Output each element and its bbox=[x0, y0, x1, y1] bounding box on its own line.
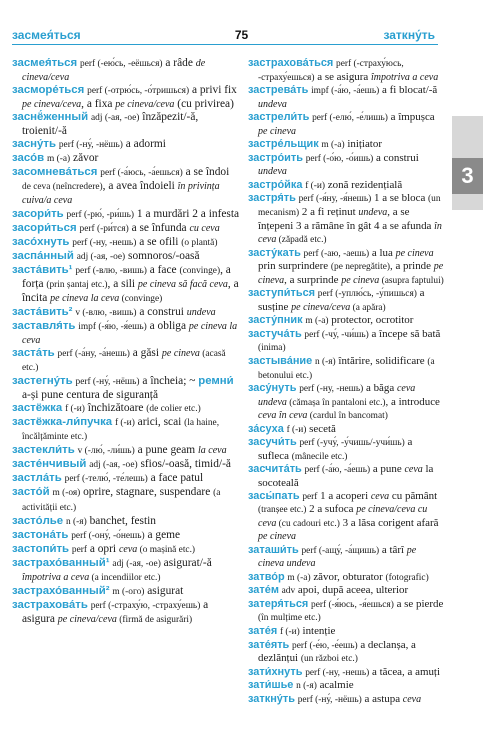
dictionary-entry bbox=[12, 402, 240, 416]
grammar-note: perf (-ону́, -о́нешь) bbox=[71, 530, 145, 541]
grammar-note: (cardul în bancomat) bbox=[307, 411, 388, 422]
usage-note: pe cineva/ceva bbox=[115, 99, 175, 111]
grammar-note: v (-лю́, -ли́шь) bbox=[77, 446, 135, 457]
translation-text: oprire, stagnare, suspendare bbox=[80, 486, 214, 499]
translation-text: a se ofili bbox=[136, 235, 182, 248]
translation-text: 1 a acoperi bbox=[317, 489, 371, 502]
usage-note: pe cineva la ceva bbox=[50, 292, 120, 304]
grammar-note: (a incendiilor etc.) bbox=[89, 572, 161, 583]
entry-headword: зати́шье bbox=[248, 679, 294, 692]
translation-text: a lua bbox=[369, 246, 396, 259]
dictionary-entry bbox=[12, 320, 240, 347]
translation-text: arici, scai bbox=[134, 416, 185, 429]
translation-text: banchet, festin bbox=[86, 514, 157, 527]
grammar-note: (un război etc.) bbox=[300, 654, 358, 665]
translation-text: a tăcea, a amuți bbox=[369, 665, 440, 678]
translation-text: protector, ocrotitor bbox=[328, 314, 414, 327]
translation-text: secetă bbox=[306, 422, 336, 435]
grammar-note: f (-и) bbox=[305, 180, 326, 191]
translation-text: zăvor, obturator bbox=[310, 570, 386, 583]
grammar-note: perf (-ну, -нешь) bbox=[299, 384, 364, 395]
usage-note: pe cineva la ceva bbox=[22, 320, 238, 346]
entry-headword: застрева́ть bbox=[248, 84, 309, 97]
grammar-note: perf (-ащу́, -а́щишь) bbox=[301, 545, 380, 556]
entry-headword: затво́р bbox=[248, 570, 285, 583]
usage-note: cu ceva bbox=[189, 222, 220, 234]
translation-text: a susține bbox=[258, 287, 425, 313]
dictionary-entry bbox=[12, 515, 240, 529]
entry-headword: засори́ть bbox=[12, 207, 64, 220]
dictionary-entry bbox=[248, 152, 444, 179]
grammar-note: (mânecile etc.) bbox=[291, 451, 348, 462]
grammar-note: perf (-аю, -аешь) bbox=[303, 248, 370, 259]
translation-text: , a forța bbox=[22, 263, 231, 290]
grammar-note: adv bbox=[281, 586, 296, 597]
entry-headword: застона́ть bbox=[12, 528, 69, 541]
usage-note: pe cineva bbox=[258, 125, 297, 137]
entry-headword: зате́ять bbox=[248, 638, 290, 651]
dictionary-entry bbox=[248, 423, 444, 437]
entry-headword: застрахова́ть bbox=[12, 598, 88, 611]
entry-headword: застря́ть bbox=[248, 192, 296, 205]
grammar-note: perf (-е́ю, -е́ешь) bbox=[292, 640, 358, 651]
entry-headword: застрахо́ванный¹ bbox=[12, 556, 110, 569]
entry-headword: зати́хнуть bbox=[248, 665, 303, 678]
dictionary-entry bbox=[12, 375, 240, 402]
dictionary-entry bbox=[248, 490, 444, 544]
translation-text: închizătoare bbox=[84, 402, 147, 415]
usage-note: undeva bbox=[258, 98, 287, 110]
translation-text: a pune geam bbox=[134, 444, 198, 457]
grammar-note: perf (-чу́, -чи́шь) bbox=[304, 329, 369, 340]
grammar-note: m (-оя) bbox=[52, 488, 81, 499]
entry-headword: засу́нуть bbox=[248, 382, 297, 395]
grammar-note: impf (-я́ю, -я́ешь) bbox=[78, 321, 147, 332]
translation-text: a astupa bbox=[361, 692, 403, 705]
entry-headword: застрели́ть bbox=[248, 111, 310, 124]
entry-headword: застла́ть bbox=[12, 472, 62, 485]
grammar-note: perf bbox=[302, 491, 318, 502]
grammar-note: perf (-ну, -нешь) bbox=[72, 237, 137, 248]
entry-headword: засморе́ться bbox=[12, 84, 85, 97]
dictionary-entry bbox=[12, 222, 240, 236]
dictionary-entry bbox=[248, 179, 444, 193]
translation-text: , a se înțepeni 3 a rămâne în gât 4 a se afunda bbox=[258, 206, 435, 232]
entry-headword: засто́лье bbox=[12, 514, 64, 527]
translation-text: 1 a se bloca bbox=[371, 192, 429, 205]
entry-headword: застегну́ть bbox=[12, 375, 73, 388]
grammar-note: (un mecanism) bbox=[258, 194, 441, 219]
entry-headword: затеря́ться bbox=[248, 597, 309, 610]
translation-text: , a sili bbox=[107, 277, 138, 290]
dictionary-entry bbox=[12, 152, 240, 166]
grammar-note: (fotografic) bbox=[385, 572, 429, 583]
usage-note: pe cineva bbox=[258, 531, 297, 543]
grammar-note: f (-и) bbox=[65, 404, 85, 415]
section-tab-number: 3 bbox=[452, 158, 483, 194]
translation-text: acalmie bbox=[316, 679, 354, 692]
usage-note: pe cineva bbox=[161, 347, 200, 359]
grammar-note: adj (-ая, -ое) bbox=[91, 113, 140, 124]
usage-note: împotriva a ceva bbox=[371, 71, 439, 83]
grammar-note: perf (-отрю́сь, -о́тришься) bbox=[87, 86, 190, 97]
dictionary-entry bbox=[12, 486, 240, 514]
grammar-note: perf (-ну́, -нёшь) bbox=[297, 694, 362, 705]
grammar-note: n (-я) bbox=[66, 516, 87, 527]
grammar-note: (acasă etc.) bbox=[22, 348, 226, 374]
grammar-note: perf (-ну, -нешь) bbox=[305, 667, 370, 678]
usage-note: ceva undeva bbox=[258, 383, 416, 408]
usage-note: ceva bbox=[402, 693, 422, 705]
entry-headword: заступи́ться bbox=[248, 287, 316, 300]
dictionary-entry bbox=[248, 247, 444, 288]
grammar-note: perf (-влю, -вишь) bbox=[75, 265, 147, 276]
translation-text: a opri bbox=[86, 542, 119, 555]
grammar-note: perf (-страху́юсь, -страху́ешься) bbox=[258, 59, 404, 83]
entry-headword: засори́ться bbox=[12, 221, 77, 234]
usage-note: pe cineva/ceva bbox=[57, 613, 117, 625]
dictionary-entry bbox=[12, 543, 240, 557]
entry-headword: застопи́ть bbox=[12, 542, 70, 555]
dictionary-entry bbox=[248, 693, 444, 707]
page-number: 75 bbox=[234, 28, 249, 42]
translation-text: asigurat/-ă bbox=[160, 556, 212, 569]
grammar-note: (o plantă) bbox=[181, 237, 218, 248]
grammar-note: (tranșee etc.) bbox=[258, 505, 307, 516]
translation-text: 3 a lăsa corigent afară bbox=[339, 516, 439, 529]
dictionary-entry bbox=[12, 557, 240, 585]
usage-note: pe cineva să facă ceva bbox=[137, 278, 228, 290]
dictionary-entry bbox=[248, 584, 444, 598]
entry-headword: засо́хнуть bbox=[12, 235, 70, 248]
translation-text: , a încita bbox=[22, 277, 239, 304]
dictionary-entry bbox=[248, 679, 444, 693]
dictionary-entry bbox=[248, 571, 444, 585]
translation-text: a începe să bată bbox=[368, 327, 441, 340]
dictionary-entry bbox=[248, 639, 444, 666]
translation-text: a se asigura bbox=[314, 70, 371, 83]
dictionary-entry bbox=[12, 306, 240, 320]
entry-headword: засучи́ть bbox=[248, 436, 297, 449]
grammar-note: perf (-я́юсь, -я́ешься) bbox=[311, 599, 394, 610]
grammar-note: perf (-а́юсь, -а́ешься) bbox=[100, 168, 183, 179]
translation-text: sfios/-oasă, timid/-ă bbox=[137, 458, 231, 471]
dictionary-entry bbox=[12, 236, 240, 250]
dictionary-entry bbox=[248, 463, 444, 489]
dictionary-entry bbox=[248, 84, 444, 111]
dictionary-entry bbox=[12, 84, 240, 111]
translation-text: , a prinde bbox=[390, 260, 434, 273]
grammar-note: adj (-ая, -ое) bbox=[89, 460, 138, 471]
grammar-note: adj (-ая, -ое) bbox=[112, 558, 161, 569]
entry-headword: застро́ить bbox=[248, 151, 303, 164]
translation-text: inițiator bbox=[344, 138, 382, 151]
usage-note: undeva bbox=[186, 306, 216, 318]
entry-headword: застёжка bbox=[12, 402, 63, 415]
translation-text: zonă rezidențială bbox=[325, 178, 403, 191]
grammar-note: (a betonului etc.) bbox=[258, 357, 435, 381]
dictionary-entry bbox=[248, 382, 444, 423]
usage-note: ceva bbox=[118, 543, 138, 555]
grammar-note: (zăpadă etc.) bbox=[276, 235, 327, 246]
grammar-note: m (-ого) bbox=[112, 586, 145, 597]
grammar-note: perf (-я́ну, -я́нешь) bbox=[298, 194, 372, 205]
grammar-note: (o mașină etc.) bbox=[137, 544, 196, 555]
dictionary-entry bbox=[12, 585, 240, 599]
dictionary-entry bbox=[248, 625, 444, 639]
entry-headword: застекли́ть bbox=[12, 444, 75, 457]
header-rule bbox=[12, 44, 438, 45]
entry-headword: засомнева́ться bbox=[12, 166, 98, 179]
usage-note: pe cineva bbox=[395, 247, 434, 259]
translation-text: asigurat bbox=[144, 584, 184, 597]
translation-text: 2 a sufoca bbox=[306, 503, 357, 516]
grammar-note: perf (-страху́ю, -страху́ешь) bbox=[90, 600, 201, 611]
translation-text: a se pierde bbox=[393, 597, 444, 610]
translation-text: a construi bbox=[373, 151, 419, 164]
translation-text: a împușca bbox=[387, 111, 435, 124]
dictionary-entry bbox=[248, 138, 444, 152]
usage-note: pe cineva/ceva cu ceva bbox=[258, 504, 428, 529]
entry-headword: застро́йка bbox=[248, 178, 303, 191]
translation-text: cu pământ bbox=[389, 489, 438, 502]
entry-headword: за́суха bbox=[248, 422, 284, 435]
dictionary-entry bbox=[248, 314, 444, 328]
entry-headword: застрахова́ться bbox=[248, 57, 334, 69]
usage-note: pe cineva undeva bbox=[258, 544, 417, 570]
dictionary-entry bbox=[12, 458, 240, 472]
usage-note: pe cineva/ceva bbox=[291, 301, 351, 313]
translation-text: zăvor bbox=[70, 152, 99, 165]
grammar-note: impf (-а́ю, -а́ешь) bbox=[311, 86, 380, 97]
dictionary-entry bbox=[248, 544, 444, 571]
dictionary-entry bbox=[12, 599, 240, 627]
dictionary-entry bbox=[248, 287, 444, 314]
translation-text: a sufleca bbox=[258, 436, 413, 462]
usage-note: ceva bbox=[404, 464, 423, 476]
right-column bbox=[248, 57, 444, 706]
dictionary-entry bbox=[12, 250, 240, 264]
grammar-note: perf (-елю́, -е́лишь) bbox=[312, 113, 388, 124]
translation-text: întărire, solidificare bbox=[335, 355, 428, 368]
entry-headword: засну́ть bbox=[12, 138, 56, 151]
usage-note: ceva în ceva bbox=[258, 410, 308, 422]
usage-note: de cineva/ceva bbox=[22, 58, 206, 84]
grammar-note: (firmă de asigurări) bbox=[116, 614, 193, 625]
grammar-note: perf (-о́ю, -о́ишь) bbox=[305, 153, 374, 164]
translation-text: a se înfunda bbox=[128, 221, 190, 234]
dictionary-entry bbox=[12, 166, 240, 207]
usage-note: ceva bbox=[370, 490, 390, 502]
dictionary-entry bbox=[248, 666, 444, 680]
usage-note: pe cineva bbox=[258, 261, 444, 286]
translation-text: la socoteală bbox=[258, 463, 434, 489]
translation-text: a-și pune centura de siguranță bbox=[22, 389, 158, 402]
usage-note: în privința cuiva/a ceva bbox=[22, 181, 220, 207]
grammar-note: f (-и) bbox=[286, 424, 307, 435]
usage-note: pe cineva/ceva bbox=[22, 99, 82, 111]
entry-headword: засту́пник bbox=[248, 314, 303, 327]
entry-headword: засмея́ться bbox=[12, 57, 78, 69]
usage-note: în ceva bbox=[258, 220, 442, 246]
translation-text: , a introduce bbox=[385, 395, 440, 408]
grammar-note: perf (-учу́, -у́чишь/-учи́шь) bbox=[299, 438, 405, 449]
dictionary-entry bbox=[12, 529, 240, 543]
grammar-note: (convinge) bbox=[119, 293, 163, 304]
usage-note: împotriva a ceva bbox=[22, 571, 90, 583]
grammar-note: m (-а) bbox=[47, 154, 71, 165]
grammar-note: (cu cadouri etc.) bbox=[276, 518, 340, 529]
grammar-note: n (-я) bbox=[296, 681, 317, 692]
dictionary-entry bbox=[12, 138, 240, 152]
left-column bbox=[12, 57, 240, 627]
translation-text: a fi blocat/-ă bbox=[379, 84, 438, 97]
grammar-note: perf (-ри́тся) bbox=[79, 223, 129, 234]
grammar-note: (în mulțime etc.) bbox=[258, 613, 321, 624]
entry-headword: заткну́ть bbox=[248, 692, 295, 705]
dictionary-entry bbox=[12, 264, 240, 306]
dictionary-entry bbox=[248, 328, 444, 355]
grammar-note: f (-и) bbox=[114, 418, 135, 429]
dictionary-entry bbox=[248, 436, 444, 463]
entry-headword: заспа́нный bbox=[12, 249, 74, 262]
entry-headword: заставля́ть bbox=[12, 319, 76, 332]
entry-headword: зате́м bbox=[248, 584, 279, 597]
entry-headword: засы́пать bbox=[248, 489, 300, 502]
translation-text: a găsi bbox=[129, 346, 162, 359]
usage-note: undeva bbox=[358, 207, 388, 219]
dictionary-entry bbox=[12, 472, 240, 486]
dictionary-entry bbox=[12, 57, 240, 84]
entry-headword: заста́вить² bbox=[12, 305, 73, 318]
grammar-note: (cămașa în pantaloni etc.) bbox=[286, 397, 386, 408]
grammar-note: f (-и) bbox=[279, 626, 300, 637]
usage-note: pe cineva bbox=[341, 274, 380, 286]
translation-text: , a surprinde bbox=[284, 273, 342, 286]
entry-headword: засто́й bbox=[12, 486, 50, 499]
entry-headword: застёжка-ли́пучка bbox=[12, 416, 113, 429]
grammar-note: de ceva (neîncredere) bbox=[22, 182, 103, 193]
translation-text: a obliga bbox=[146, 319, 189, 332]
translation-text: a face bbox=[146, 263, 180, 276]
grammar-note: perf (-а́ну, -а́нешь) bbox=[57, 348, 130, 359]
entry-headword: засчита́ть bbox=[248, 463, 302, 476]
translation-text: a adormi bbox=[122, 138, 166, 151]
grammar-note: (a activității etc.) bbox=[22, 488, 221, 513]
grammar-note: perf (-уплю́сь, -у́пишься) bbox=[317, 289, 417, 300]
translation-text: a privi fix bbox=[189, 84, 237, 97]
translation-text: intenție bbox=[299, 624, 336, 637]
translation-text: , a avea îndoieli bbox=[102, 180, 178, 193]
translation-text: a pune bbox=[370, 463, 405, 476]
dictionary-entry bbox=[248, 111, 444, 138]
grammar-note: perf (-рю́, -ри́шь) bbox=[66, 209, 135, 220]
entry-headword: зате́я bbox=[248, 624, 278, 637]
page-header bbox=[0, 0, 483, 46]
entry-headword: засту́кать bbox=[248, 246, 301, 259]
translation-text: a asigura bbox=[22, 598, 209, 625]
grammar-note: (convinge) bbox=[179, 265, 221, 276]
grammar-note: (prin șantaj etc.) bbox=[46, 279, 108, 290]
phrase-keyword: ремни́ bbox=[198, 375, 234, 388]
grammar-note: adj (-ая, -ое) bbox=[76, 251, 126, 262]
translation-text: a târî bbox=[379, 543, 407, 556]
grammar-note: perf (-телю́, -те́лешь) bbox=[64, 474, 148, 485]
grammar-note: (a apăra) bbox=[350, 302, 386, 313]
grammar-note: (de colier etc.) bbox=[146, 404, 201, 415]
entry-headword: застуча́ть bbox=[248, 327, 302, 340]
dictionary-entry bbox=[12, 416, 240, 444]
dictionary-entry bbox=[12, 347, 240, 375]
entry-headword: заснё́женный bbox=[12, 111, 89, 124]
grammar-note: perf (-ею́сь, -еёшься) bbox=[80, 59, 163, 69]
dictionary-entry bbox=[12, 111, 240, 138]
translation-text: a băga bbox=[363, 382, 397, 395]
grammar-note: (asupra faptului) bbox=[379, 275, 444, 286]
entry-headword: застре́льщик bbox=[248, 138, 319, 151]
grammar-note: perf (-а́ю, -а́ешь) bbox=[304, 465, 371, 476]
entry-headword: заташи́ть bbox=[248, 543, 299, 556]
entry-headword: застыва́ние bbox=[248, 355, 313, 368]
grammar-note: (la haine, încălțăminte etc.) bbox=[22, 418, 220, 443]
translation-text: a râde bbox=[162, 57, 196, 69]
translation-text: a face patul bbox=[147, 472, 204, 485]
guide-word-left: засмея́ться bbox=[12, 28, 81, 42]
translation-text: a geme bbox=[144, 528, 181, 541]
usage-note: la ceva bbox=[197, 445, 227, 457]
entry-headword: застрахо́ванный² bbox=[12, 584, 110, 597]
grammar-note: m (-а) bbox=[305, 316, 329, 327]
grammar-note: perf (-ну́, -нёшь) bbox=[75, 377, 140, 388]
grammar-note: perf bbox=[71, 544, 87, 555]
grammar-note: perf (-ну́, -нёшь) bbox=[58, 140, 123, 151]
dictionary-entry bbox=[248, 192, 444, 246]
entry-headword: засо́в bbox=[12, 152, 45, 165]
usage-note: undeva bbox=[258, 166, 287, 178]
grammar-note: (pe nepregătite) bbox=[330, 262, 390, 273]
guide-word-right: заткну́ть bbox=[383, 28, 435, 42]
translation-text: 1 a murdări 2 a infesta bbox=[134, 207, 240, 220]
translation-text: a construi bbox=[136, 305, 187, 318]
dictionary-entry bbox=[248, 598, 444, 625]
translation-text: a se îndoi bbox=[182, 166, 230, 179]
grammar-note: (inima) bbox=[258, 343, 286, 354]
translation-text: , a fixa bbox=[81, 98, 116, 111]
grammar-note: n (-я) bbox=[314, 357, 336, 368]
translation-text: înzăpezit/-ă, troienit/-ă bbox=[22, 111, 199, 138]
dictionary-entry bbox=[248, 355, 444, 382]
translation-text: a declanșa, a dezlănțui bbox=[258, 638, 416, 665]
entry-headword: заста́вить¹ bbox=[12, 263, 73, 276]
dictionary-entry bbox=[12, 208, 240, 222]
translation-text: 2 a fi reținut bbox=[299, 206, 359, 219]
grammar-note: v (-влю, -вишь) bbox=[75, 307, 137, 318]
dictionary-entry bbox=[248, 57, 444, 84]
translation-text: somnoros/-oasă bbox=[125, 249, 200, 262]
grammar-note: m (-а) bbox=[321, 140, 345, 151]
translation-text: a încheia; ~ bbox=[139, 375, 199, 388]
dictionary-entry bbox=[12, 444, 240, 458]
grammar-note: m (-а) bbox=[287, 572, 311, 583]
translation-text: prin surprindere bbox=[258, 260, 331, 273]
entry-headword: засте́нчивый bbox=[12, 458, 87, 471]
translation-text: (cu privirea) bbox=[174, 98, 234, 111]
entry-headword: заста́ть bbox=[12, 346, 55, 359]
translation-text: apoi, după aceea, ulterior bbox=[295, 584, 409, 597]
